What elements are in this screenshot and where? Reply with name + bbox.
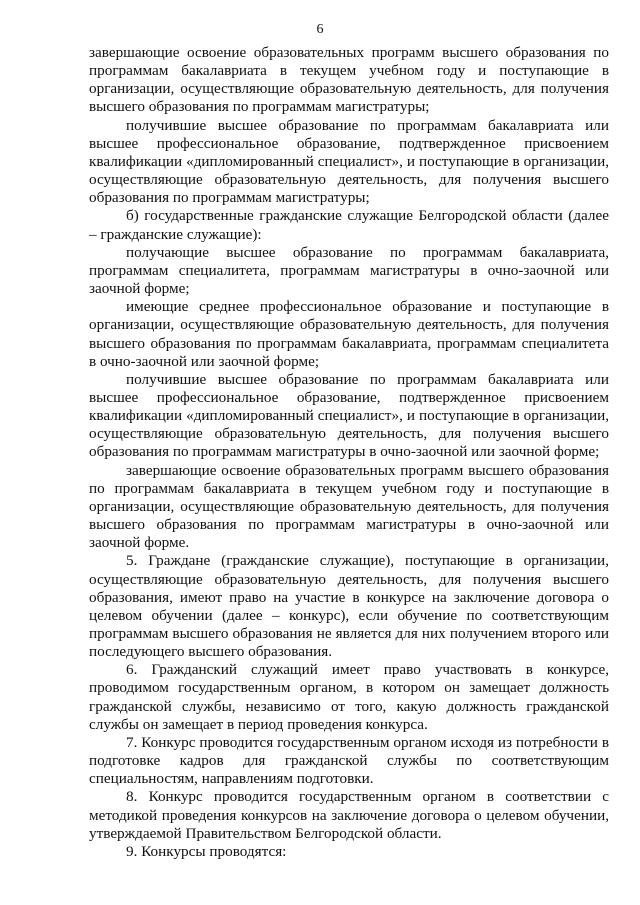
- paragraph-civil-servants-intro: б) государственные гражданские служащие Белгородской области (далее – гражданские служащие):: [89, 207, 609, 243]
- document-body: [89, 44, 609, 861]
- paragraph-item-5: 5. Граждане (гражданские служащие), поступающие в организации, осуществляющие образовательную деятельность, для получения высшего образования, имеют право на участие в конкурсе на заключение договора о целевом обучении (далее – конкурс), если обучение по соответствующим программам высшего образования не является для них получением второго или последующего высшего образования.: [89, 552, 609, 661]
- page-number: 6: [316, 22, 324, 37]
- paragraph-civil-servants-secondary: имеющие среднее профессиональное образование и поступающие в организации, осуществляющие образовательную деятельность, для получения высшего образования по программам бакалавриата, программам специалитета в очно-заочной или заочной форме;: [89, 298, 609, 370]
- paragraph-item-9: 9. Конкурсы проводятся:: [126, 842, 287, 860]
- paragraph-item-8: 8. Конкурс проводится государственным органом в соответствии с методикой проведения конкурсов на заключение договора о целевом обучении, утверждаемой Правительством Белгородской области.: [89, 788, 609, 842]
- paragraph-civil-servants-holders: получившие высшее образование по программам бакалавриата или высшее профессиональное образование, подтвержденное присвоением квалификации «дипломированный специалист», и поступающие в организации, осуществляющие образовательную деятельность, для получения высшего образования по программам магистратуры в очно-заочной или заочной форме;: [89, 370, 609, 461]
- paragraph-graduating-bachelors: завершающие освоение образовательных программ высшего образования по программам бакалавриата в текущем учебном году и поступающие в организации, осуществляющие образовательную деятельность, для получения высшего образования по программам магистратуры;: [89, 44, 609, 116]
- paragraph-civil-servants-graduating: завершающие освоение образовательных программ высшего образования по программам бакалавриата в текущем учебном году и поступающие в организации, осуществляющие образовательную деятельность, для получения высшего образования по программам магистратуры в очно-заочной или заочной форме.: [89, 461, 609, 552]
- paragraph-holders-bachelor-degree: получившие высшее образование по программам бакалавриата или высшее профессиональное образование, подтвержденное присвоением квалификации «дипломированный специалист», и поступающие в организации, осуществляющие образовательную деятельность, для получения высшего образования по программам магистратуры;: [89, 116, 609, 207]
- paragraph-item-6: 6. Гражданский служащий имеет право участвовать в конкурсе, проводимом государственным органом, в котором он замещает должность гражданской службы, независимо от того, какую должность гражданской службы он замещает в период проведения конкурса.: [89, 661, 609, 733]
- paragraph-item-7: 7. Конкурс проводится государственным органом исходя из потребности в подготовке кадров для гражданской службы по соответствующим специальностям, направлениям подготовки.: [89, 733, 609, 788]
- paragraph-civil-servants-studying: получающие высшее образование по программам бакалавриата, программам специалитета, программам магистратуры в очно-заочной или заочной форме;: [89, 243, 609, 298]
